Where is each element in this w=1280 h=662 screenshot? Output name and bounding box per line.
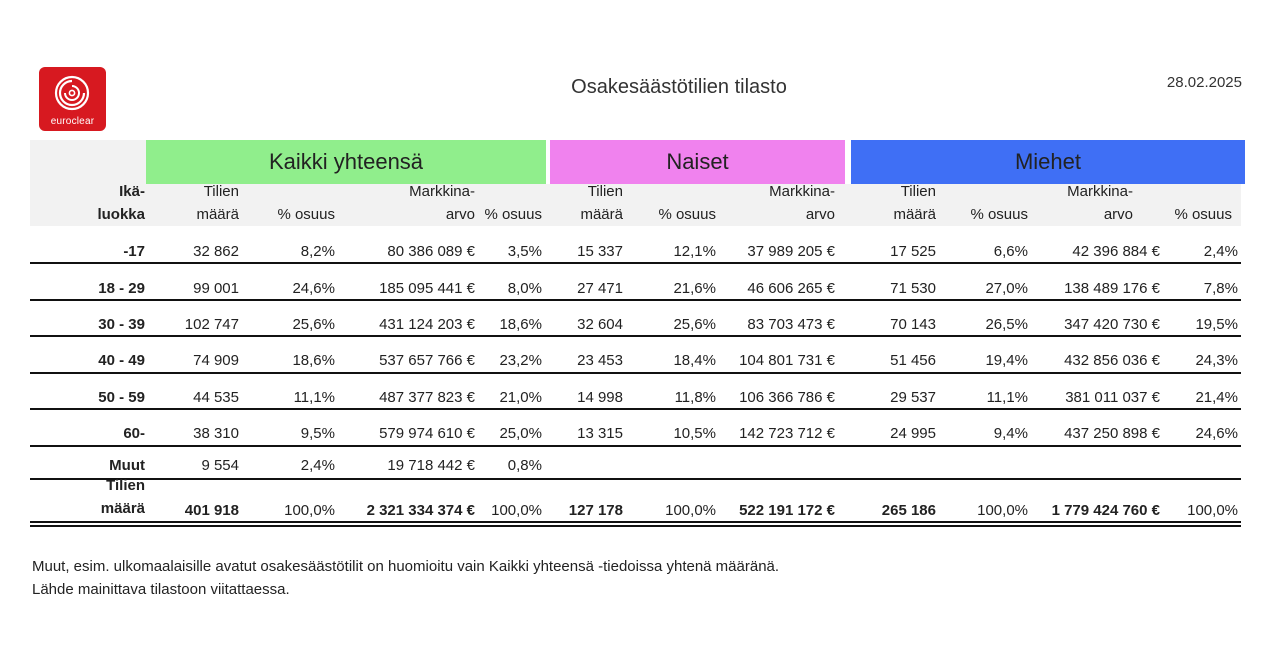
women-share-header: % osuus [658,206,716,223]
women-count-header-2: määrä [580,206,623,223]
all-count: 74 909 [193,352,239,369]
men-share: 19,4% [985,352,1028,369]
group-header-all: Kaikki yhteensä [146,140,546,184]
all-count: 44 535 [193,389,239,406]
row-divider [30,262,1241,264]
row-divider [30,299,1241,301]
row-age: 18 - 29 [98,280,145,297]
men-share: 27,0% [985,280,1028,297]
all-value: 431 124 203 € [379,316,475,333]
all-count: 32 862 [193,243,239,260]
men-vshare-header: % osuus [1174,206,1232,223]
women-value: 104 801 731 € [739,352,835,369]
women-value: 106 366 786 € [739,389,835,406]
men-share-total: 100,0% [977,502,1028,519]
men-count: 51 456 [890,352,936,369]
men-count-header-1: Tilien [900,183,936,200]
men-value-share: 24,6% [1195,425,1238,442]
all-value: 19 718 442 € [387,457,475,474]
men-count-total: 265 186 [881,502,936,519]
row-divider [30,408,1241,410]
footnote-source: Lähde mainittava tilastoon viitattaessa. [32,581,290,598]
women-count: 23 453 [577,352,623,369]
all-value-share: 8,0% [507,280,542,297]
report-date: 28.02.2025 [1166,74,1242,91]
men-value: 42 396 884 € [1072,243,1160,260]
all-share: 24,6% [292,280,335,297]
row-divider [30,478,1241,480]
all-count: 38 310 [193,425,239,442]
men-count: 17 525 [890,243,936,260]
all-share-header: % osuus [277,206,335,223]
women-value: 37 989 205 € [747,243,835,260]
men-value-share: 2,4% [1203,243,1238,260]
all-value: 80 386 089 € [387,243,475,260]
logo-text: euroclear [50,116,95,127]
men-share: 6,6% [993,243,1028,260]
men-value-share: 21,4% [1195,389,1238,406]
all-value-share: 3,5% [507,243,542,260]
women-count-total: 127 178 [568,502,623,519]
women-value: 83 703 473 € [747,316,835,333]
men-value: 437 250 898 € [1064,425,1160,442]
total-label-1: Tilien [106,477,145,494]
men-value-share-total: 100,0% [1187,502,1238,519]
women-value-header-2: arvo [805,206,835,223]
row-age: 30 - 39 [98,316,145,333]
total-label-2: määrä [100,500,145,517]
men-value-header-2: arvo [1103,206,1133,223]
all-value-share: 0,8% [507,457,542,474]
women-count: 15 337 [577,243,623,260]
women-share: 25,6% [673,316,716,333]
men-share: 26,5% [985,316,1028,333]
men-value-total: 1 779 424 760 € [1051,502,1160,519]
all-share: 8,2% [300,243,335,260]
men-value-header-1: Markkina- [1067,183,1133,200]
row-age: -17 [123,243,145,260]
men-value: 138 489 176 € [1064,280,1160,297]
all-value: 537 657 766 € [379,352,475,369]
all-share: 25,6% [292,316,335,333]
all-value: 579 974 610 € [379,425,475,442]
men-value: 432 856 036 € [1064,352,1160,369]
all-count: 99 001 [193,280,239,297]
age-header-1: Ikä- [119,183,145,200]
men-count: 71 530 [890,280,936,297]
age-header-2: luokka [97,206,145,223]
men-share: 9,4% [993,425,1028,442]
total-double-line-top [30,521,1241,523]
row-divider [30,445,1241,447]
all-value-total: 2 321 334 374 € [366,502,475,519]
women-share: 18,4% [673,352,716,369]
men-count: 70 143 [890,316,936,333]
all-share-total: 100,0% [284,502,335,519]
women-count: 27 471 [577,280,623,297]
footnote-other: Muut, esim. ulkomaalaisille avatut osakesäästötilit on huomioitu vain Kaikki yhteensä -tiedoissa yhtenä määränä. [32,558,780,575]
row-age: Muut [109,457,145,474]
row-divider [30,372,1241,374]
all-value-share: 18,6% [499,316,542,333]
men-count: 24 995 [890,425,936,442]
all-count-total: 401 918 [184,502,239,519]
page-title: Osakesäästötilien tilasto [571,76,787,98]
men-value-share: 19,5% [1195,316,1238,333]
all-value-header-2: arvo [445,206,475,223]
all-value-share: 23,2% [499,352,542,369]
women-share-total: 100,0% [665,502,716,519]
group-header-men: Miehet [851,140,1245,184]
all-count-header-1: Tilien [203,183,239,200]
women-value-total: 522 191 172 € [739,502,835,519]
men-count-header-2: määrä [893,206,936,223]
all-share: 18,6% [292,352,335,369]
women-value: 142 723 712 € [739,425,835,442]
all-value-share-total: 100,0% [491,502,542,519]
men-share: 11,1% [986,389,1028,406]
total-double-line-bottom [30,525,1241,527]
all-value: 185 095 441 € [379,280,475,297]
all-share: 9,5% [300,425,335,442]
women-value: 46 606 265 € [747,280,835,297]
all-count-header-2: määrä [196,206,239,223]
women-value-header-1: Markkina- [769,183,835,200]
women-count: 13 315 [577,425,623,442]
men-value-share: 24,3% [1195,352,1238,369]
all-value: 487 377 823 € [379,389,475,406]
row-age: 50 - 59 [98,389,145,406]
group-header-women: Naiset [550,140,845,184]
women-share: 12,1% [673,243,716,260]
men-share-header: % osuus [970,206,1028,223]
women-count: 32 604 [577,316,623,333]
women-count-header-1: Tilien [587,183,623,200]
all-count: 9 554 [201,457,239,474]
men-value: 381 011 037 € [1065,389,1160,406]
all-share: 2,4% [300,457,335,474]
row-divider [30,335,1241,337]
all-count: 102 747 [184,316,239,333]
row-age: 60- [123,425,145,442]
row-age: 40 - 49 [98,352,145,369]
all-vshare-header: % osuus [484,206,542,223]
women-count: 14 998 [577,389,623,406]
men-count: 29 537 [890,389,936,406]
all-value-share: 21,0% [499,389,542,406]
women-share: 11,8% [674,389,716,406]
men-value-share: 7,8% [1203,280,1238,297]
all-value-header-1: Markkina- [409,183,475,200]
all-value-share: 25,0% [499,425,542,442]
women-share: 10,5% [673,425,716,442]
all-share: 11,1% [293,389,335,406]
women-share: 21,6% [673,280,716,297]
men-value: 347 420 730 € [1064,316,1160,333]
